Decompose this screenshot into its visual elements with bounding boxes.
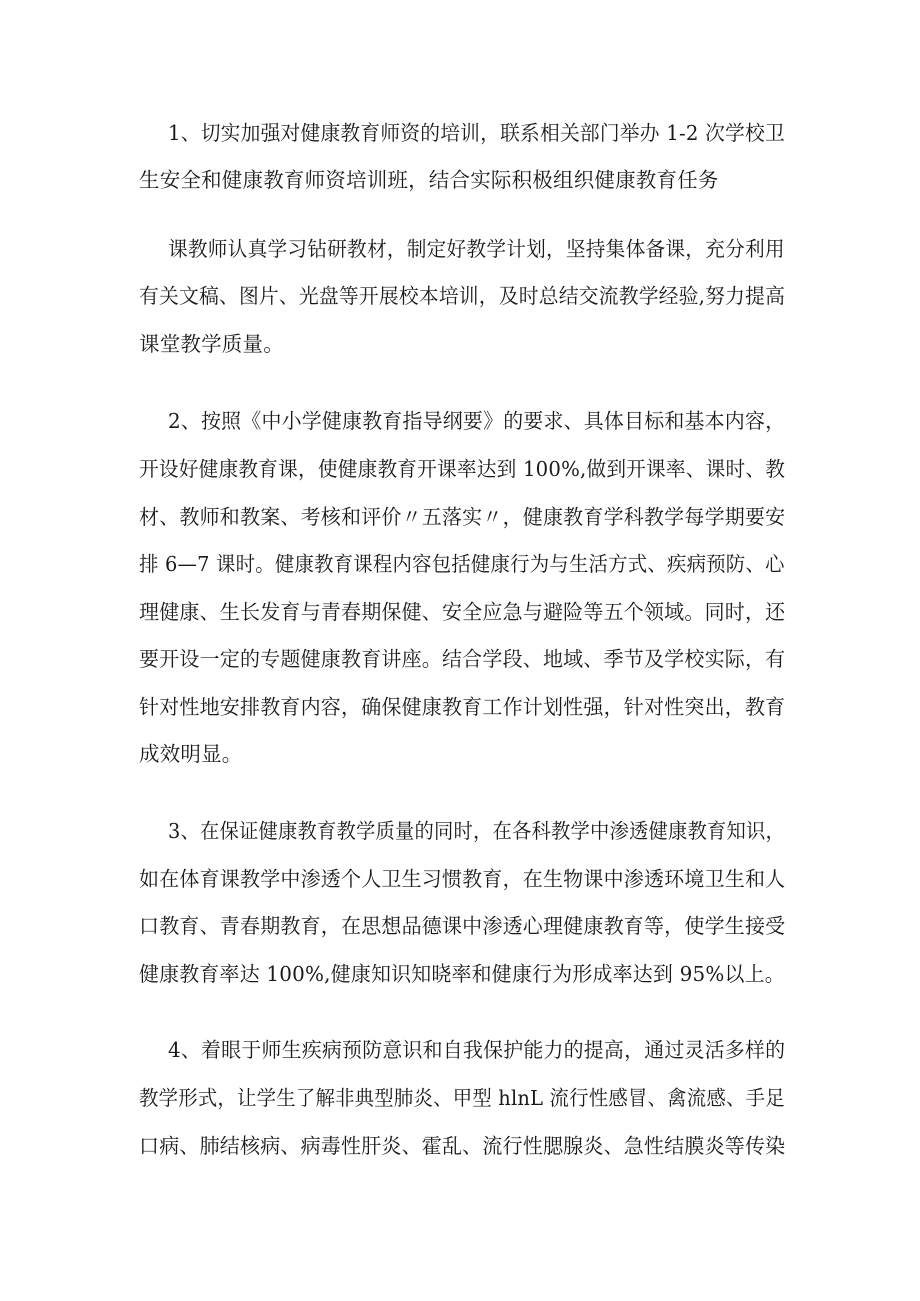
paragraph-3-line-2: 开设好健康教育课，使健康教育开课率达到 100%,做到开课率、课时、教 xyxy=(139,457,786,481)
paragraph-5-line-2: 教学形式，让学生了解非典型肺炎、甲型 hlnL 流行性感冒、禽流感、手足 xyxy=(139,1086,785,1110)
paragraph-3-line-4: 排 6—7 课时。健康教育课程内容包括健康行为与生活方式、疾病预防、心 xyxy=(139,552,785,576)
paragraph-4-line-3: 口教育、青春期教育，在思想品德课中渗透心理健康教育等，使学生接受 xyxy=(139,914,786,938)
paragraph-3-line-1: 2、按照《中小学健康教育指导纲要》的要求、具体目标和基本内容， xyxy=(168,409,786,433)
paragraph-5-line-1: 4、着眼于师生疾病预防意识和自我保护能力的提高，通过灵活多样的 xyxy=(168,1038,786,1062)
paragraph-3-line-6: 要开设一定的专题健康教育讲座。结合学段、地域、季节及学校实际，有 xyxy=(139,647,786,671)
paragraph-3-line-7: 针对性地安排教育内容，确保健康教育工作计划性强，针对性突出，教育 xyxy=(139,695,786,719)
paragraph-5-line-3: 口病、肺结核病、病毒性肝炎、霍乱、流行性腮腺炎、急性结膜炎等传染 xyxy=(139,1134,786,1158)
paragraph-2-line-1: 课教师认真学习钻研教材，制定好教学计划，坚持集体备课，充分利用 xyxy=(168,237,785,261)
paragraph-4-line-2: 如在体育课教学中渗透个人卫生习惯教育，在生物课中渗透环境卫生和人 xyxy=(139,867,786,891)
paragraph-3-line-3: 材、教师和教案、考核和评价〃五落实〃，健康教育学科教学每学期要安 xyxy=(139,505,786,529)
paragraph-4-line-1: 3、在保证健康教育教学质量的同时，在各科教学中渗透健康教育知识， xyxy=(168,819,785,843)
paragraph-4-line-4: 健康教育率达 100%,健康知识知晓率和健康行为形成率达到 95%以上。 xyxy=(139,962,785,986)
paragraph-3-line-5: 理健康、生长发育与青春期保健、安全应急与避险等五个领域。同时，还 xyxy=(139,600,786,624)
paragraph-2-line-2: 有关文稿、图片、光盘等开展校本培训，及时总结交流教学经验,努力提高 xyxy=(139,284,786,308)
paragraph-1-line-1: 1、切实加强对健康教育师资的培训，联系相关部门举办 1-2 次学校卫 xyxy=(168,121,785,145)
paragraph-1-line-2: 生安全和健康教育师资培训班，结合实际积极组织健康教育任务 xyxy=(139,168,719,192)
paragraph-3-line-8: 成效明显。 xyxy=(139,742,243,766)
paragraph-2-line-3: 课堂教学质量。 xyxy=(139,332,284,356)
